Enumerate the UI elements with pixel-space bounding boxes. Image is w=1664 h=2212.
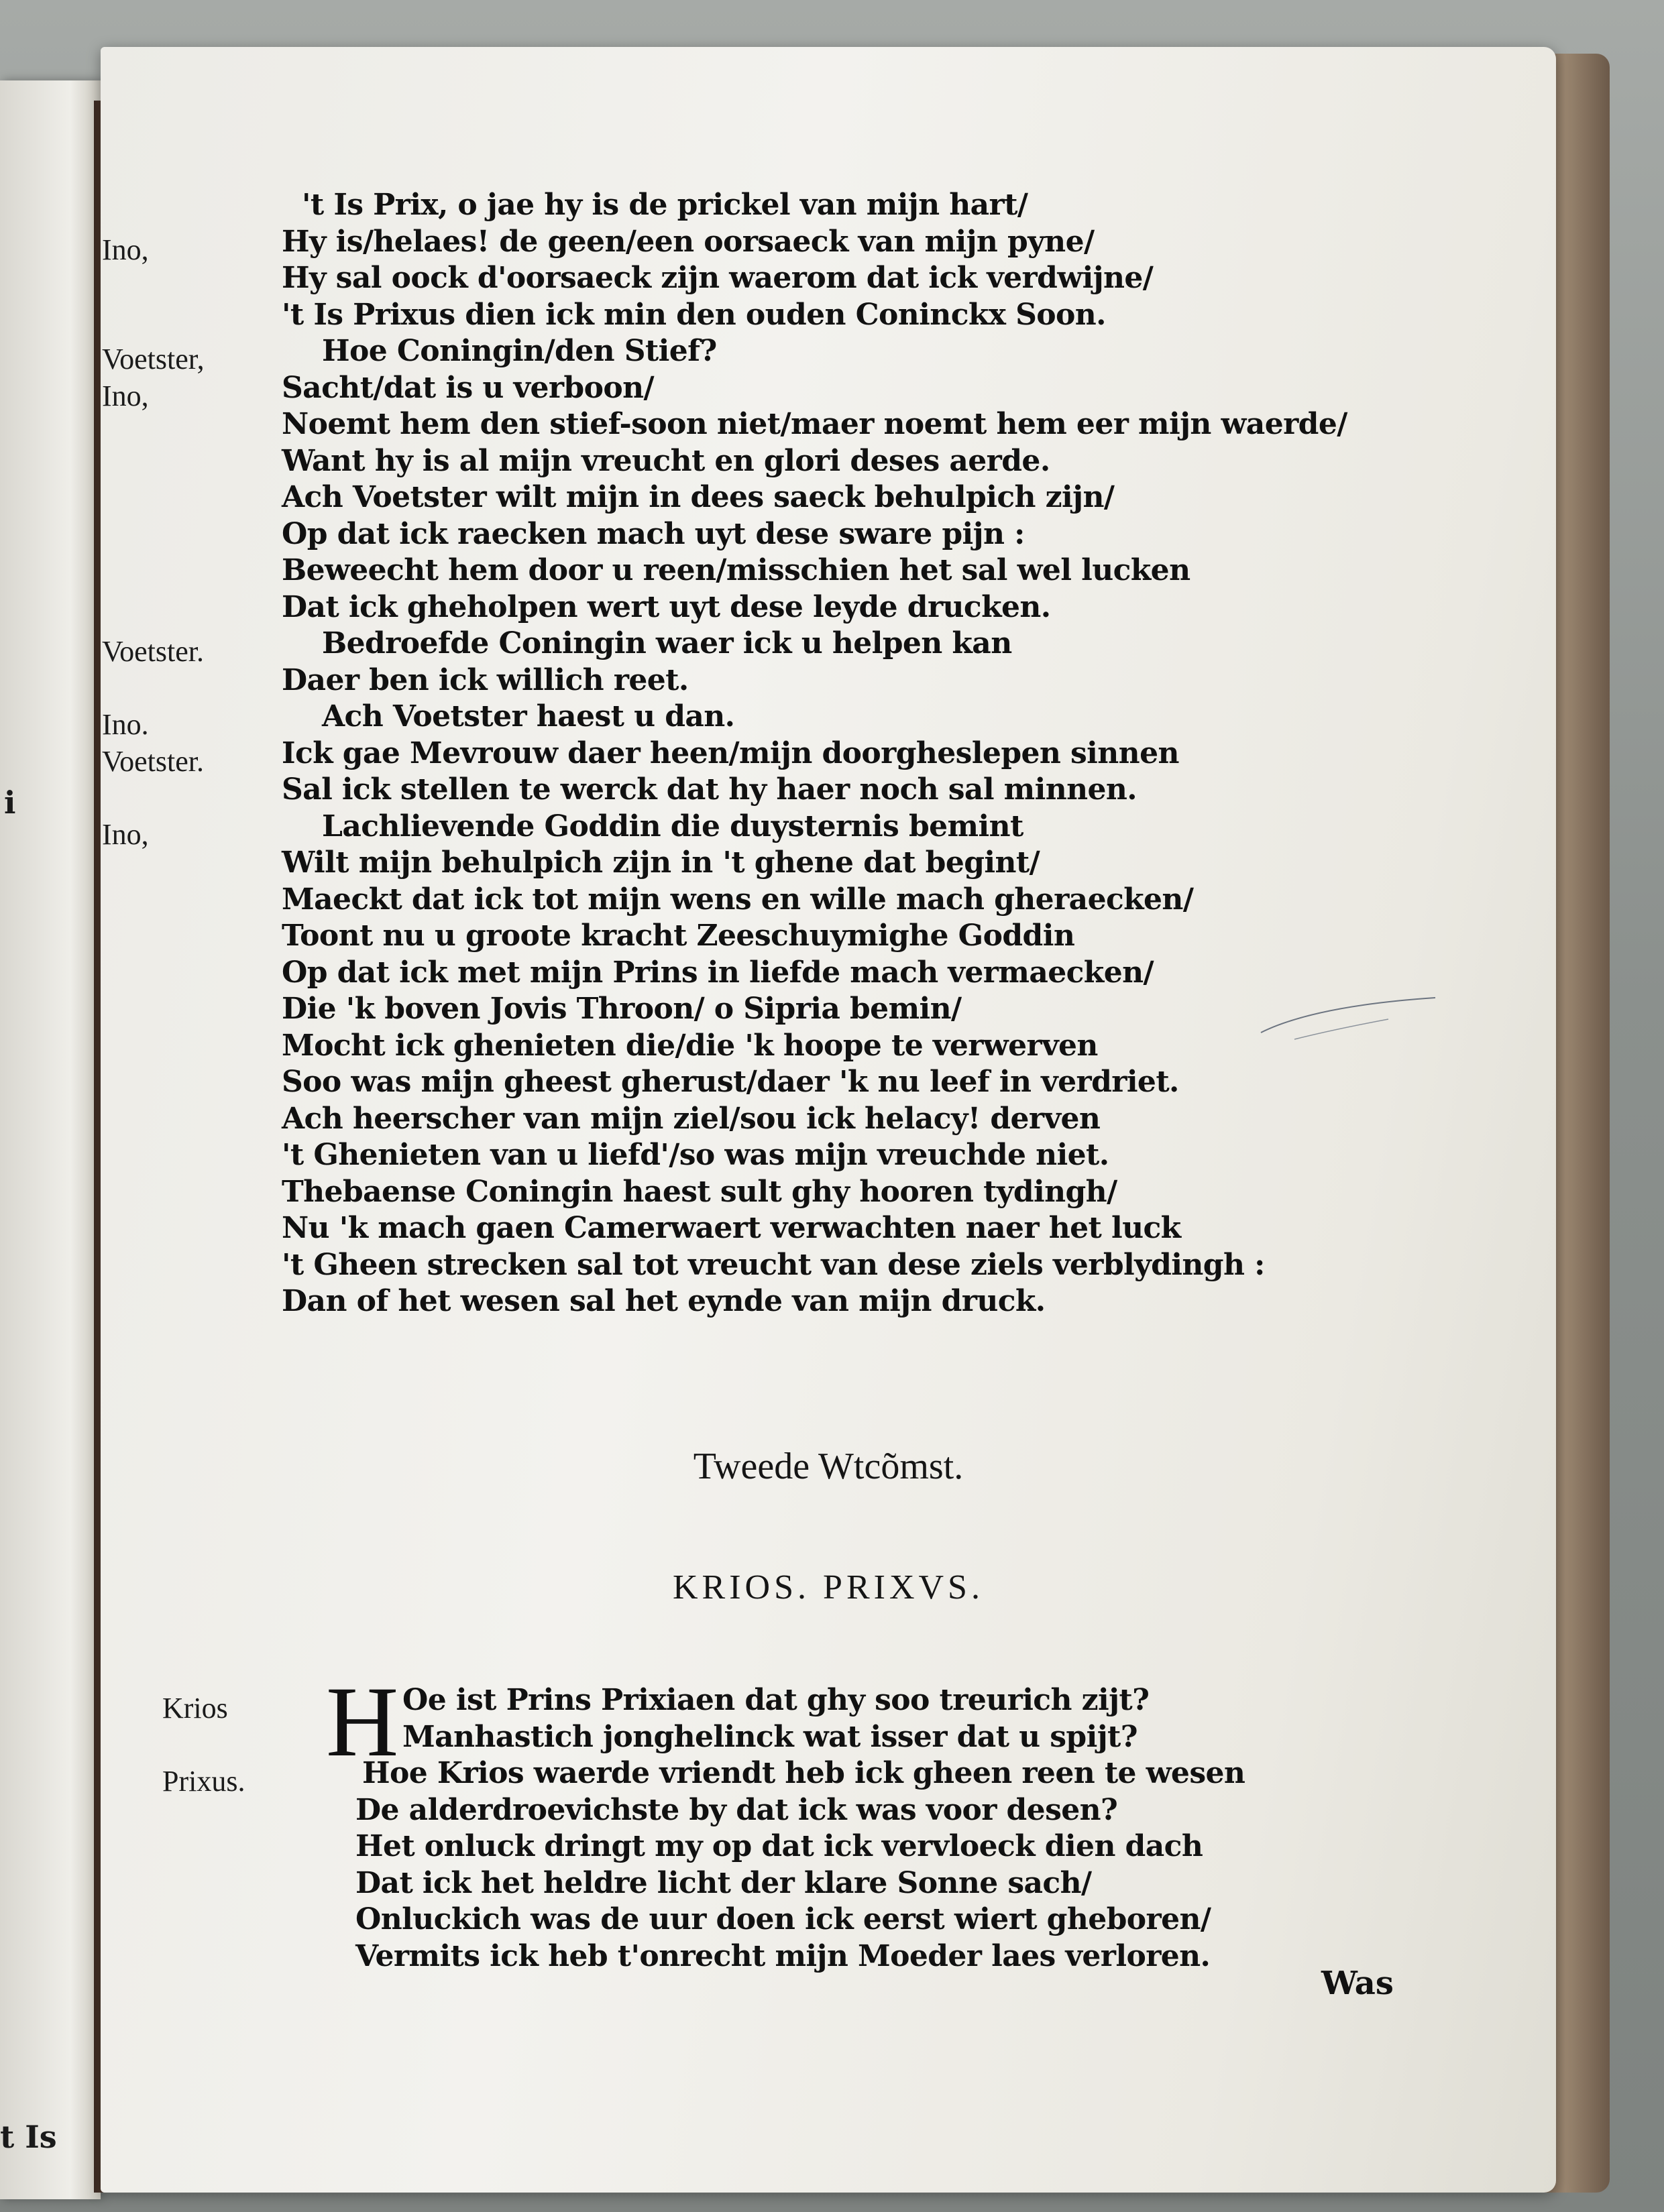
verse-row <box>101 1793 1556 1832</box>
verse-line: Soo was mijn gheest gherust/daer 'k nu leef in verdriet. <box>282 1065 1179 1099</box>
verse-line: Die 'k boven Jovis Throon/ o Sipria bemin/ <box>282 992 962 1026</box>
verse-line: 't Is Prix, o jae hy is de prickel van mijn hart/ <box>302 188 1028 222</box>
verse-row <box>101 699 1556 741</box>
speaker-label: Ino, <box>102 379 149 412</box>
speaker-label: Krios <box>162 1692 228 1725</box>
pencil-mark <box>1254 992 1442 1046</box>
verse-row <box>101 590 1556 629</box>
verse-row <box>101 480 1556 519</box>
verse-row <box>101 809 1556 851</box>
left-page-fragment-bottom: t Is <box>0 2119 57 2155</box>
verse-row <box>101 1248 1556 1287</box>
verse-line: De alderdroevichste by dat ick was voor desen? <box>355 1792 1118 1827</box>
verse-row <box>101 371 1556 410</box>
verse-row <box>101 1720 1556 1759</box>
verse-line: Sacht/dat is u verboon/ <box>282 370 654 405</box>
verse-line: Dan of het wesen sal het eynde van mijn druck. <box>282 1284 1046 1318</box>
verse-line: Mocht ick ghenieten die/die 'k hoope te verwerven <box>282 1028 1098 1063</box>
verse-line: Bedroefde Coningin waer ick u helpen kan <box>322 626 1012 660</box>
verse-row <box>101 1065 1556 1104</box>
verse-line: Ach Voetster wilt mijn in dees saeck behulpich zijn/ <box>282 480 1115 514</box>
verse-line: Op dat ick met mijn Prins in liefde mach vermaecken/ <box>282 955 1154 990</box>
verse-row <box>101 1284 1556 1323</box>
verse-row <box>101 1756 1556 1798</box>
verse-line: Onluckich was de uur doen ick eerst wiert gheboren/ <box>355 1902 1211 1936</box>
speaker-label: Voetster. <box>102 744 204 778</box>
speaker-label: Prixus. <box>162 1765 245 1798</box>
verse-line: Vermits ick heb t'onrecht mijn Moeder laes verloren. <box>355 1938 1211 1973</box>
verse-row <box>101 261 1556 300</box>
verse-row <box>101 517 1556 556</box>
verse-line: Het onluck dringt my op dat ick vervloeck dien dach <box>355 1829 1203 1863</box>
book-page <box>101 47 1556 2193</box>
verse-line: Hoe Krios waerde vriendt heb ick gheen reen te wesen <box>362 1756 1245 1790</box>
verse-line: Toont nu u groote kracht Zeeschuymighe Goddin <box>282 919 1075 953</box>
verse-row <box>101 188 1556 227</box>
drop-capital: H <box>326 1666 399 1778</box>
verse-row <box>101 298 1556 337</box>
verse-line: Thebaense Coningin haest sult ghy hooren tydingh/ <box>282 1174 1117 1209</box>
verse-line: Ach Voetster haest u dan. <box>322 699 735 734</box>
verse-line: 't Gheen strecken sal tot vreucht van dese ziels verblydingh : <box>282 1247 1265 1282</box>
verse-row <box>101 225 1556 264</box>
verse-line: Oe ist Prins Prixiaen dat ghy soo treurich zijt? <box>402 1683 1150 1717</box>
verse-row <box>101 1866 1556 1905</box>
verse-line: Op dat ick raecken mach uyt dese sware pijn : <box>282 516 1025 551</box>
speaker-label: Voetster, <box>102 343 205 375</box>
verse-line: Dat ick het heldre licht der klare Sonne sach/ <box>355 1865 1092 1900</box>
verse-row <box>101 334 1556 373</box>
verse-row <box>101 1829 1556 1868</box>
verse-line: 't Ghenieten van u liefd'/so was mijn vreuchde niet. <box>282 1138 1109 1172</box>
verse-row <box>101 882 1556 921</box>
verse-row <box>101 1102 1556 1141</box>
catchword: Was <box>1321 1965 1394 2002</box>
verse-line: Hy sal oock d'oorsaeck zijn waerom dat ick verdwijne/ <box>282 261 1154 295</box>
verse-row <box>101 663 1556 702</box>
verse-line: Manhastich jonghelinck wat isser dat u spijt? <box>402 1719 1138 1754</box>
verse-line: Ick gae Mevrouw daer heen/mijn doorgheslepen sinnen <box>282 736 1179 770</box>
verse-row <box>101 919 1556 957</box>
speaker-label: Ino, <box>102 233 149 266</box>
verse-row <box>101 1902 1556 1941</box>
verse-row <box>101 553 1556 592</box>
verse-row <box>101 772 1556 811</box>
verse-row <box>101 626 1556 668</box>
facing-page-edge <box>0 80 101 2199</box>
verse-row <box>101 846 1556 884</box>
verse-line: Sal ick stellen te werck dat hy haer noch sal minnen. <box>282 772 1138 807</box>
verse-line: Want hy is al mijn vreucht en glori deses aerde. <box>282 443 1050 478</box>
verse-line: 't Is Prixus dien ick min den ouden Coninckx Soon. <box>282 297 1106 332</box>
speaker-label: Ino. <box>102 708 149 741</box>
scene-heading: Tweede Wtcõmst. <box>693 1446 964 1487</box>
verse-row <box>101 407 1556 446</box>
verse-line: Nu 'k mach gaen Camerwaert verwachten naer het luck <box>282 1211 1181 1245</box>
left-page-fragment-mid: i <box>4 784 16 821</box>
verse-line: Hoe Coningin/den Stief? <box>322 334 717 368</box>
verse-row <box>101 1175 1556 1214</box>
verse-row <box>101 736 1556 778</box>
speaker-label: Ino, <box>102 817 149 851</box>
verse-row <box>101 1211 1556 1250</box>
verse-line: Beweecht hem door u reen/misschien het sal wel lucken <box>282 553 1190 587</box>
speaker-label: Voetster. <box>102 635 204 668</box>
verse-line: Noemt hem den stief-soon niet/maer noemt hem eer mijn waerde/ <box>282 407 1347 441</box>
verse-row <box>101 444 1556 483</box>
verse-row <box>101 1138 1556 1177</box>
verse-line: Daer ben ick willich reet. <box>282 662 689 697</box>
cast-list: KRIOS. PRIXVS. <box>673 1568 984 1607</box>
verse-line: Lachlievende Goddin die duysternis bemint <box>322 809 1023 843</box>
verse-line: Wilt mijn behulpich zijn in 't ghene dat begint/ <box>282 846 1040 880</box>
verse-row <box>101 955 1556 994</box>
verse-line: Maeckt dat ick tot mijn wens en wille mach gheraecken/ <box>282 882 1194 917</box>
verse-row <box>101 1683 1556 1725</box>
verse-line: Hy is/helaes! de geen/een oorsaeck van mijn pyne/ <box>282 224 1095 259</box>
verse-line: Ach heerscher van mijn ziel/sou ick helacy! derven <box>282 1101 1101 1136</box>
verse-line: Dat ick gheholpen wert uyt dese leyde drucken. <box>282 589 1051 624</box>
